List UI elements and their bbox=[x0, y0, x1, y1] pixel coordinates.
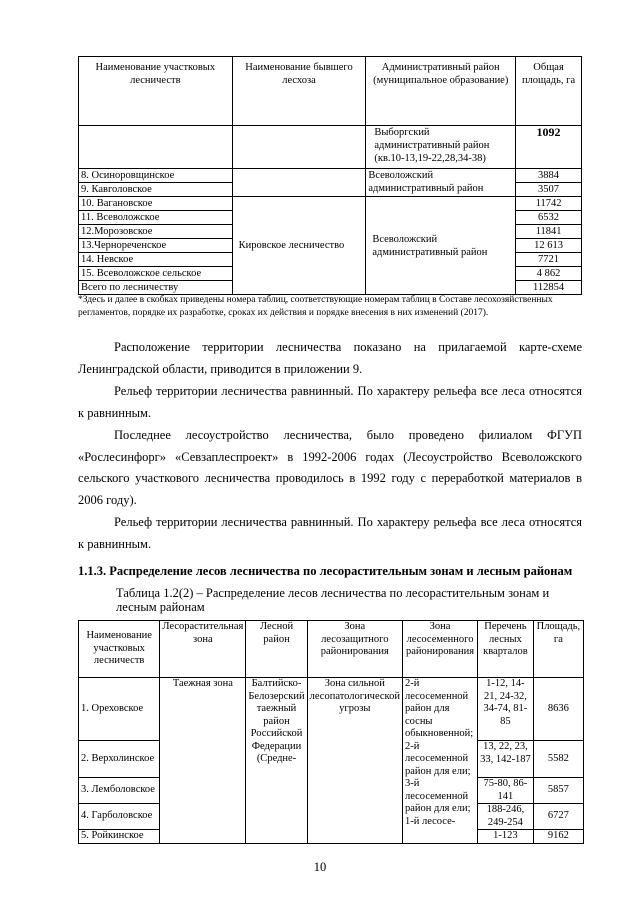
zone-cell: Таежная зона bbox=[160, 678, 246, 844]
area-cell: 11841 bbox=[516, 225, 582, 239]
area-cell: 11742 bbox=[516, 197, 582, 211]
area-cell: 12 613 bbox=[516, 239, 582, 253]
forestry-name: 4. Гарболовское bbox=[79, 804, 160, 830]
header-cell: Зона лесосеменного районирования bbox=[402, 621, 477, 678]
footnote: *Здесь и далее в скобках приведены номера таблиц, соответствующие номерам таблиц в Составе лесохозяйственных регламентов, порядке их разработке, сроках их действия и порядке внесения в них изменений (2017). bbox=[78, 295, 553, 318]
table-row bbox=[79, 126, 582, 169]
forestry-area-table bbox=[78, 56, 582, 295]
area-cell: 8636 bbox=[533, 678, 583, 741]
quarters-cell: 13, 22, 23, 33, 142-187 bbox=[478, 741, 534, 778]
area-cell: 6532 bbox=[516, 211, 582, 225]
table-caption: Таблица 1.2(2) – Распределение лесов лесничества по лесорастительным зонам и лесным районам bbox=[116, 586, 550, 614]
forestry-name: 11. Всеволожское bbox=[79, 211, 233, 225]
table-header-row bbox=[79, 57, 582, 126]
forestry-name: 5. Ройкинское bbox=[79, 830, 160, 844]
paragraph: Рельеф территории лесничества равнинный. По характеру рельефа все леса относятся к равнинным. bbox=[78, 384, 582, 420]
leshoz-cell: Кировское лесничество bbox=[232, 197, 366, 295]
area-cell: 7721 bbox=[516, 253, 582, 267]
forestry-name: 15. Всеволожское сельское bbox=[79, 267, 233, 281]
forestry-name: 10. Вагановское bbox=[79, 197, 233, 211]
section-heading: 1.1.3. Распределение лесов лесничества по лесорастительным зонам и лесным районам bbox=[78, 564, 573, 578]
protection-cell: Зона сильной лесопатологической угрозы bbox=[307, 678, 402, 844]
paragraph: Расположение территории лесничества показано на прилагаемой карте-схеме Ленинградской области, приводится в приложении 9. bbox=[78, 340, 582, 376]
paragraph: Рельеф территории лесничества равнинный. По характеру рельефа все леса относятся к равнинным. bbox=[78, 515, 582, 551]
vyborg-area-cell: 1092 bbox=[516, 126, 582, 169]
forestry-name: 3. Лемболовское bbox=[79, 778, 160, 804]
area-cell: 9162 bbox=[533, 830, 583, 844]
page-number: 10 bbox=[313, 860, 327, 874]
seed-cell: 2-й лесосеменной район для сосны обыкновенной; 2-й лесосеменной район для ели; 3-й лесосеменной район для ели; 1-й лесосе- bbox=[402, 678, 477, 844]
header-cell: Административный район (муниципальное образование) bbox=[366, 57, 516, 126]
district-cell: Всеволожский административный район bbox=[366, 197, 516, 295]
area-cell: 6727 bbox=[533, 804, 583, 830]
forestry-name: 1. Ореховское bbox=[79, 678, 160, 741]
header-cell: Наименование участковых лесничеств bbox=[79, 621, 160, 678]
header-cell: Общая площадь, га bbox=[516, 57, 582, 126]
header-cell: Лесной район bbox=[246, 621, 307, 678]
area-cell: 3884 bbox=[516, 169, 582, 183]
area-cell: 5857 bbox=[533, 778, 583, 804]
table-header-row bbox=[79, 621, 584, 678]
paragraph: Последнее лесоустройство лесничества, было проведено филиалом ФГУП «Рослесинфорг» «Севзаплеспроект» в 1992-2006 годах (Лесоустройство Всеволожского сельского участкового лесничества проводилось в 1992 году с переработкой материалов в 2006 году). bbox=[78, 428, 582, 507]
area-cell: 3507 bbox=[516, 183, 582, 197]
forestry-name: 14. Невское bbox=[79, 253, 233, 267]
forestry-name: 9. Кавголовское bbox=[79, 183, 233, 197]
header-cell: Наименование участковых лесничеств bbox=[79, 57, 233, 126]
zones-table bbox=[78, 620, 584, 844]
quarters-cell: 188-246, 249-254 bbox=[478, 804, 534, 830]
forestry-name: 8. Осиноровщинское bbox=[79, 169, 233, 183]
quarters-cell: 1-123 bbox=[478, 830, 534, 844]
quarters-cell: 1-12, 14-21, 24-32, 34-74, 81-85 bbox=[478, 678, 534, 741]
header-cell: Площадь, га bbox=[533, 621, 583, 678]
header-cell: Наименование бывшего лесхоза bbox=[232, 57, 366, 126]
region-cell: Балтийско-Белозерский таежный район Российской Федерации (Средне- bbox=[246, 678, 307, 844]
total-area: 112854 bbox=[516, 281, 582, 295]
table-row bbox=[79, 678, 584, 741]
total-label: Всего по лесничеству bbox=[79, 281, 233, 295]
header-cell: Зона лесозащитного районирования bbox=[307, 621, 402, 678]
vyborg-district-cell: Выборгский административный район (кв.10-13,19-22,28,34-38) bbox=[366, 126, 516, 169]
area-cell: 5582 bbox=[533, 741, 583, 778]
header-cell: Перечень лесных кварталов bbox=[478, 621, 534, 678]
district-cell: Всеволожский административный район bbox=[366, 169, 516, 197]
table-row bbox=[79, 169, 582, 183]
area-cell: 4 862 bbox=[516, 267, 582, 281]
header-cell: Лесорастительная зона bbox=[160, 621, 246, 678]
forestry-name: 13.Чернореченское bbox=[79, 239, 233, 253]
table-row bbox=[79, 197, 582, 211]
forestry-name: 12.Морозовское bbox=[79, 225, 233, 239]
forestry-name: 2. Верхолинское bbox=[79, 741, 160, 778]
quarters-cell: 75-80, 86-141 bbox=[478, 778, 534, 804]
